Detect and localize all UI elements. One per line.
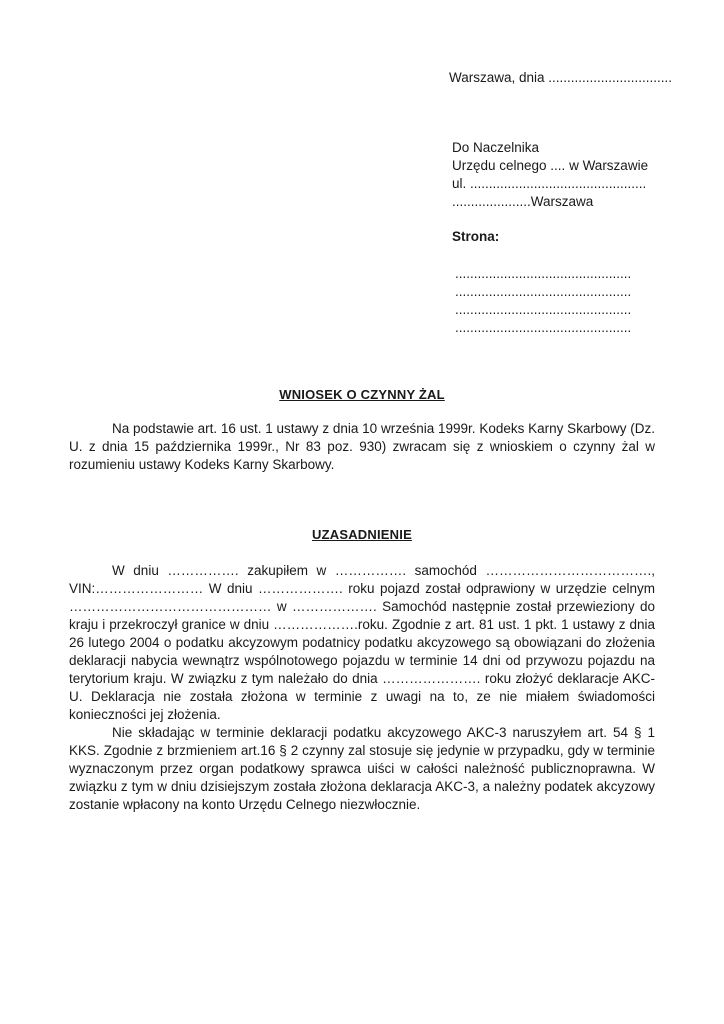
party-line-2: ...............................................	[455, 284, 632, 299]
addressee-line-2: Urzędu celnego .... w Warszawie	[452, 158, 649, 173]
party-line-1: ...............................................	[455, 266, 632, 281]
justification-body	[69, 562, 655, 814]
request-title: WNIOSEK O CZYNNY ŻAL	[279, 387, 445, 402]
request-paragraph: Na podstawie art. 16 ust. 1 ustawy z dnia 10 września 1999r. Kodeks Karny Skarbowy (Dz. U. z dnia 15 października 1999r., Nr 83 poz. 930) zwracam się z wnioskiem o czynny żal w rozumieniu ustawy Kodeks Karny Skarbowy.	[69, 421, 655, 472]
party-label: Strona:	[452, 229, 500, 244]
justification-title: UZASADNIENIE	[312, 527, 412, 542]
place-date-line: Warszawa, dnia .................................	[449, 70, 673, 85]
request-body	[69, 420, 655, 474]
addressee-line-1: Do Naczelnika	[452, 140, 540, 155]
addressee-line-3: ul. ...............................................	[452, 176, 647, 191]
party-line-3: ...............................................	[455, 302, 632, 317]
party-line-4: ...............................................	[455, 320, 632, 335]
justification-paragraph-2: Nie składając w terminie deklaracji podatku akcyzowego AKC-3 naruszyłem art. 54 § 1 KKS. Zgodnie z brzmieniem art.16 § 2 czynny zal stosuje się jedynie w przypadku, gdy w terminie wyznaczonym przez organ podatkowy sprawca uiści w całości należność publicznoprawna. W związku z tym w dniu dzisiejszym została złożona deklaracja AKC-3, a należny podatek akcyzowy zostanie wpłacony na konto Urzędu Celnego niezwłocznie.	[69, 725, 655, 812]
justification-paragraph-1: W dniu ……………. zakupiłem w ……………. samochód ………………………………., VIN:…………………… W dniu ………………. roku pojazd został odprawiony w urzędzie celnym ……………………………………… w ………………. Samochód następnie został przewieziony do kraju i przekroczył granice w dniu ……………….roku. Zgodnie z art. 81 ust. 1 pkt. 1 ustawy z dnia 26 lutego 2004 o podatku akcyzowym podatnicy podatku akcyzowego są obowiązani do złożenia deklaracji nabycia wewnątrz wspólnotowego pojazdu w terminie 14 dni od przywozu pojazdu na terytorium kraju. W związku z tym należało do dnia …………………. roku złożyć deklaracje AKC-U. Deklaracja nie została złożona w terminie z uwagi na to, ze nie miałem świadomości konieczności jej złożenia.	[69, 563, 655, 722]
addressee-line-4: .....................Warszawa	[452, 194, 594, 209]
